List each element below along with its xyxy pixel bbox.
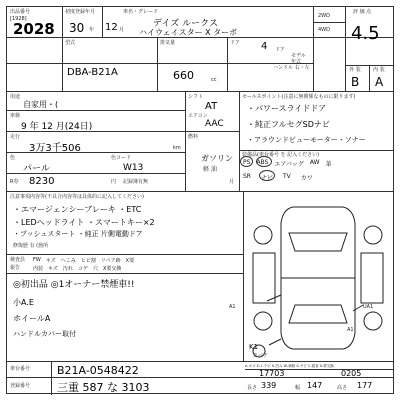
mileage-label: 走行	[10, 134, 21, 140]
lot-number: 2028	[13, 20, 55, 38]
mark-a1-left: A1	[229, 304, 236, 310]
color-label: 色	[10, 155, 16, 161]
equip-sr: SR	[243, 173, 251, 180]
size-wid-label: 幅	[295, 385, 301, 391]
door-value: 4	[261, 41, 268, 52]
size-hgt: 177	[357, 381, 373, 390]
equip-abs: ABS	[256, 159, 269, 166]
purpose-value: 自家用・(	[23, 100, 59, 109]
sales-point-3: ・アラウンドビューモーター・ソナー	[247, 136, 366, 144]
fuel-label: 燃料	[188, 134, 199, 140]
insp-repair: リペア跡	[100, 258, 121, 264]
fuel-value: ガソリン	[201, 154, 233, 163]
rec-label: R券	[10, 179, 19, 185]
shift-value: AT	[205, 101, 218, 112]
equip-kawa: カワ	[300, 175, 313, 182]
reg-label: 登録番号	[10, 383, 31, 389]
int-value: A	[375, 75, 384, 89]
equipment-label: 装備品(車台番号 を 記入ください)	[242, 152, 320, 158]
shift-label-mid: シフト	[188, 94, 204, 100]
insp-row1-label: 検査員	[10, 257, 26, 263]
handle-label: ハンドル 右・左	[273, 65, 310, 71]
drive-4wd: 4WD	[318, 27, 330, 33]
equip-navi: ナビ	[260, 175, 273, 182]
model-label: 車名・グレード	[123, 9, 159, 15]
equip-airbag: エアバッグ	[274, 161, 304, 168]
note-line-3: ・プッシュスタート ・純正 片側電動ドア	[13, 230, 143, 238]
color-value: パール	[23, 164, 50, 174]
note-line-1: ・エマージェンシーブレーキ ・ETC	[13, 205, 142, 214]
equip-aw: AW	[309, 159, 320, 166]
lot-sub: [1928]	[10, 16, 27, 22]
size-len: 339	[261, 381, 277, 390]
remark-line-3: ホイールA	[13, 314, 51, 323]
fuel-sub: 軽 油	[203, 166, 217, 173]
insp-yogore: 汚れ	[62, 266, 73, 272]
chassis-value: B21A-0548422	[57, 364, 139, 377]
reg-month: 12	[105, 22, 118, 33]
insp-x2: X要交換	[102, 266, 122, 272]
shift-label: モデル	[291, 53, 306, 59]
notes-label: 注意事項内容等(不具合内容等は具体的に記入してください)	[10, 194, 144, 200]
disp-label: 排気量	[160, 40, 176, 46]
model-name: デイズ ルークス	[153, 19, 219, 29]
mark-k1: K1	[249, 343, 259, 351]
eval-score: 4.5	[351, 23, 380, 44]
equip-circle-navi	[259, 170, 275, 181]
shaken-label: 車検	[10, 113, 21, 119]
lot-label: 出品番号	[10, 9, 31, 15]
ext-label: 外 装	[349, 67, 361, 73]
shift-sub: 年式	[291, 59, 302, 65]
sales-point-1: ・パワースライドドア	[247, 104, 327, 113]
note-line-2: ・LEDヘッドライト ・スマートキー×2	[13, 218, 155, 227]
type-value: DBA-B21A	[67, 67, 118, 78]
spare-label: スペア	[253, 353, 269, 359]
door-unit: ドア	[275, 47, 285, 53]
grade: ハイウェイスター X ターボ	[139, 28, 238, 37]
sales-point-2: ・純正フルセグSDナビ	[247, 120, 330, 129]
remark-line-2: 小A.E	[13, 298, 34, 307]
equip-ps: PS	[243, 159, 251, 166]
sales-points-label: セールスポイント(注意に無関係なものに限ります)	[242, 94, 356, 100]
reg-month-unit: 月	[119, 27, 125, 33]
auction-sheet	[6, 6, 394, 394]
insp-hibi: ヒビ割	[80, 258, 96, 264]
color-code: W13	[123, 163, 144, 173]
ext-value: B	[351, 75, 360, 89]
size-wid: 147	[307, 381, 323, 390]
mark-ua1: UA1	[363, 304, 374, 310]
color-code-label: 色コード	[111, 155, 132, 161]
reg-year-unit: 年	[89, 27, 95, 33]
insp-fw: FW	[33, 257, 41, 263]
insp-naisou: 内装	[33, 266, 44, 272]
door-label: ドア	[230, 40, 240, 46]
month-label: 月	[229, 179, 235, 185]
size-code2: 0205	[341, 369, 362, 378]
car-diagram	[245, 193, 391, 361]
ac-label: エアコン	[188, 113, 208, 119]
insp-hekomi: へこみ	[60, 258, 76, 264]
insp-kizu2: キズ	[48, 266, 58, 272]
mileage-unit: km	[173, 145, 181, 151]
eval-label: 評 価 点	[353, 9, 372, 15]
insp-kizu: キズ	[45, 258, 56, 264]
insp-ana: 穴	[92, 266, 98, 272]
type-label: 型式	[65, 40, 76, 46]
reg-year: 30	[69, 21, 85, 35]
reg-value: 三重 587 な 3103	[57, 381, 150, 394]
equip-circle-ps	[240, 156, 253, 167]
disp-unit: cc	[211, 77, 217, 83]
size-hgt-label: 高さ	[337, 385, 348, 391]
insp-x: X要	[125, 258, 135, 264]
equip-circle-abs	[256, 156, 272, 167]
rec-unit: 円	[111, 179, 117, 185]
disp-value: 660	[173, 69, 194, 82]
equip-leather: 革	[325, 161, 332, 168]
scale-label: A-キズ E-エクボ U-凹み W-補修 S-サビ C-腐食 X-要交換	[245, 364, 334, 368]
mileage-value: 3万3千506	[29, 143, 81, 154]
size-vin-code: 17703	[259, 369, 285, 378]
drive-2wd: 2WD	[318, 13, 330, 19]
purpose-label: 用途	[10, 94, 21, 100]
size-len-label: 長さ	[247, 385, 258, 391]
chassis-label: 車台番号	[10, 366, 31, 372]
shaken-value: 9 年 12 月(24日)	[21, 122, 93, 132]
note-line-4: 修復歴 有 (箇所	[13, 243, 49, 249]
ledger-label: 記録簿有無	[123, 179, 149, 185]
equip-tv: TV	[283, 173, 291, 180]
reg-year-label: 初度登録年月	[65, 9, 96, 15]
rec-value: 8230	[29, 176, 55, 187]
insp-koge: コゲ	[77, 266, 88, 272]
ac-value: AAC	[205, 119, 224, 129]
insp-row2-label: 報告	[10, 265, 21, 271]
remark-line-4: ハンドルカバー取付	[13, 330, 76, 338]
remark-line-1: ◎初出品 ◎1オーナー禁煙車!!	[13, 280, 135, 290]
int-label: 内 装	[373, 67, 385, 73]
mark-a1-right: A1	[347, 327, 354, 333]
